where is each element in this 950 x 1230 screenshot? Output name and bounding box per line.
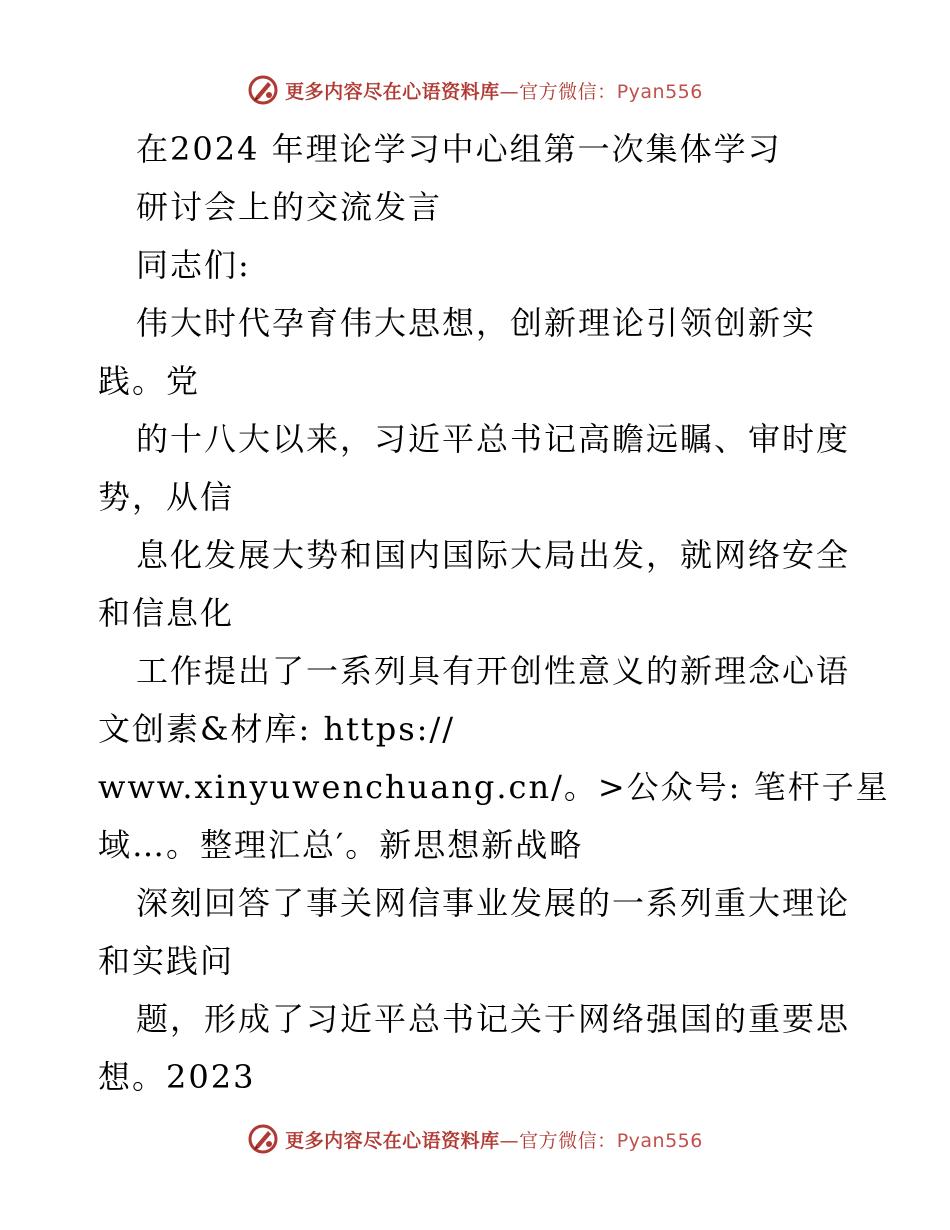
- text-line: 息化发展大势和国内国际大局出发，就网络安全: [136, 536, 851, 574]
- banner-wechat-label: 官方微信：: [519, 80, 617, 103]
- header-banner: [0, 72, 950, 108]
- text-line: 在2024 年理论学习中心组第一次集体学习: [136, 130, 782, 168]
- banner-wechat-id: Pyan556: [616, 80, 703, 103]
- footer-banner: [0, 1121, 950, 1157]
- logo-icon: [247, 1123, 279, 1155]
- banner-wechat-id: Pyan556: [616, 1129, 703, 1152]
- text-line: 工作提出了一系列具有开创性意义的新理念心语: [136, 652, 851, 690]
- banner-separator: —: [499, 80, 520, 103]
- text-line: 势，从信: [98, 478, 235, 516]
- banner-text: [285, 77, 703, 104]
- text-line: 的十八大以来，习近平总书记高瞻远瞩、审时度: [136, 420, 851, 458]
- document-body: [98, 120, 890, 1106]
- banner-main-text: 更多内容尽在心语资料库: [285, 80, 500, 103]
- text-line: 同志们:: [136, 246, 251, 284]
- text-line: 文创素&材库: https://: [98, 710, 456, 748]
- text-line: 践。党: [98, 362, 201, 400]
- text-line: 域…。整理汇总′。新思想新战略: [98, 826, 584, 864]
- text-line: 深刻回答了事关网信事业发展的一系列重大理论: [136, 884, 851, 922]
- text-line: www.xinyuwenchuang.cn/。>公众号: 笔杆子星: [98, 768, 890, 806]
- banner-main-text: 更多内容尽在心语资料库: [285, 1129, 500, 1152]
- banner-text: [285, 1126, 703, 1153]
- text-line: 和实践问: [98, 942, 235, 980]
- text-line: 伟大时代孕育伟大思想，创新理论引领创新实: [136, 304, 817, 342]
- text-line: 想。2023: [98, 1058, 256, 1096]
- text-line: 题，形成了习近平总书记关于网络强国的重要思: [136, 1000, 851, 1038]
- banner-wechat-label: 官方微信：: [519, 1129, 617, 1152]
- text-line: 研讨会上的交流发言: [136, 188, 443, 226]
- text-line: 和信息化: [98, 594, 235, 632]
- logo-icon: [247, 74, 279, 106]
- banner-separator: —: [499, 1129, 520, 1152]
